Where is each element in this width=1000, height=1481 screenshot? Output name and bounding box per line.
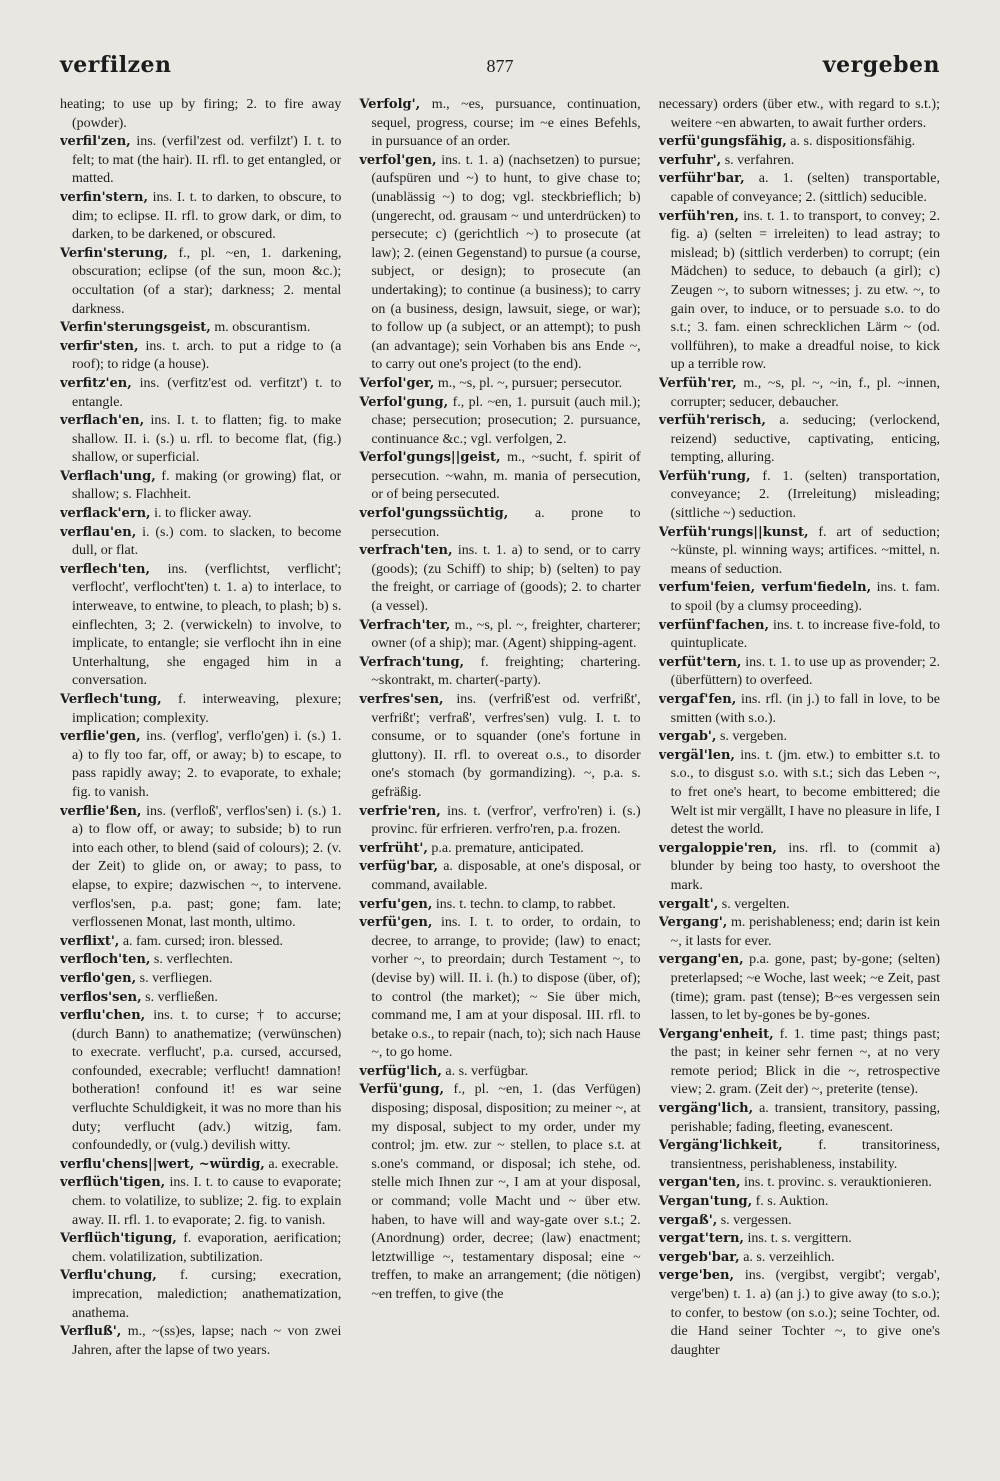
dictionary-entry <box>359 1081 640 1304</box>
entry-definition: ins. t. techn. to clamp, to rabbet. <box>435 896 616 912</box>
entry-definition: ins. t. 1. to transport, to convey; 2. fig. a) (selten = irreleiten) to lead astray; to mislead; b) (sittlich verderben) to corrupt; (ein Mädchen) to seduce, to debauch (a girl); c) Zeugen ~, to suborn witnesses; j. zu etw. ~, to gain over, to induce, or to persuade s.o. to do s.t.; 3. fam. einen schrecklichen Lärm ~ (od. vollführen), to make a dreadful noise, to kick up a terrible row. <box>670 208 940 373</box>
dictionary-entry <box>60 1230 341 1267</box>
entry-headword: verfres'sen, <box>359 692 444 707</box>
entry-definition: ins. (verflichtst, verflicht'; verflocht', verflocht'ten) t. 1. a) to interlace, to interweave, to entwine, to pleach, to plash; b) s. einflechten, 3; 2. (verwickeln) to involve, to implicate, to entangle; sie verflocht ihn in eine Unterhaltung, she engaged him in a conversation. <box>72 561 342 689</box>
dictionary-entry <box>659 747 940 840</box>
entry-definition: ins. I. t. to order, to ordain, to decree, to arrange, to provide; (law) to enact; vorher ~, to preordain; durch Testament ~, to (devise by) will. II. i. (h.) to dispose (über, of); to control (the market); ~ Sie über mich, command me, I am at your disposal. III. rfl. to betake o.s., to repair (nach, to); sich nach Hause ~, to go home. <box>371 915 641 1061</box>
dictionary-entry <box>60 1174 341 1230</box>
entry-definition: ins. t. 1. a) to send, or to carry (goods); (zu Schiff) to ship; b) (selten) to pay the freight, or carriage of (goods); 2. to charter (a vessel). <box>371 543 641 615</box>
dictionary-entry <box>659 133 940 152</box>
entry-headword: Verfol'ger, <box>359 375 435 391</box>
entry-headword: vergat'tern, <box>658 1231 744 1247</box>
entry-definition: a. execrable. <box>268 1156 339 1172</box>
text-columns <box>60 96 940 1406</box>
entry-headword: Verfüh'rer, <box>658 375 737 391</box>
entry-headword: Verflüch'tigung, <box>60 1231 177 1247</box>
entry-headword: Vergäng'lichkeit, <box>658 1138 783 1154</box>
dictionary-entry <box>659 375 940 412</box>
entry-headword: verflach'en, <box>60 413 145 429</box>
entry-definition: s. verfahren. <box>724 152 795 168</box>
entry-definition: ins. (verfil'zest od. verfilzt') I. t. to felt; to mat (the hair). II. rfl. to get entangled, or matted. <box>72 134 342 187</box>
dictionary-entry <box>659 152 940 171</box>
entry-headword: verflos'sen, <box>60 989 142 1005</box>
dictionary-entry <box>359 1063 640 1082</box>
entry-headword: verfünf'fachen, <box>658 617 770 633</box>
entry-headword: verflu'chens||wert, ~würdig, <box>60 1156 265 1172</box>
entry-definition: s. vergelten. <box>721 896 790 912</box>
dictionary-entry <box>659 1212 940 1231</box>
dictionary-entry <box>60 728 341 802</box>
dictionary-entry <box>359 840 640 859</box>
entry-headword: verfum'feien, verfum'fiedeln, <box>658 580 872 596</box>
dictionary-entry <box>60 1007 341 1156</box>
entry-definition: ins. t. 1. to use up as provender; 2. (überfüttern) to overfeed. <box>670 654 940 689</box>
entry-definition: ins. (verfloß', verflos'sen) i. (s.) 1. a) to flow off, or away; to subside; b) to run into each other, to blend (said of colours); 2. (v. der Zeit) to glide on, or away; to pass, to elapse, to expire; dazwischen ~, to intervene. verflos'sen, p.a. past; gone; fam. late; verflossenen Monat, last month, ultimo. <box>72 803 342 931</box>
dictionary-entry <box>659 1174 940 1193</box>
dictionary-entry <box>60 412 341 468</box>
entry-definition: s. vergeben. <box>719 729 787 745</box>
dictionary-entry <box>359 542 640 616</box>
dictionary-entry <box>60 133 341 189</box>
entry-headword: Verfüh'rung, <box>658 468 751 484</box>
dictionary-entry <box>659 654 940 691</box>
entry-definition: necessary) orders (über etw., with regard to s.t.); weitere ~en abwarten, to await further orders. <box>658 97 940 131</box>
dictionary-entry <box>359 858 640 895</box>
entry-headword: vergab', <box>658 729 717 745</box>
entry-headword: vergalt', <box>658 896 719 912</box>
entry-definition: f. cursing; execration, imprecation, malediction; anathematization, anathema. <box>72 1268 342 1321</box>
entry-definition: f. evaporation, aerification; chem. volatilization, subtilization. <box>72 1231 342 1265</box>
entry-headword: verfitz'en, <box>60 375 132 391</box>
dictionary-entry <box>359 449 640 505</box>
entry-definition: ins. t. (verfror', verfro'ren) i. (s.) provinc. für erfrieren. verfro'ren, p.a. frozen. <box>371 803 641 838</box>
dictionary-entry <box>659 1267 940 1360</box>
dictionary-entry <box>659 1026 940 1100</box>
dictionary-entry <box>60 189 341 245</box>
entry-definition: p.a. gone, past; by-gone; (selten) preterlapsed; ~e Woche, last week; ~e Zeit, past (time); gram. past (tense); B~es vergessen sein lassen, to let by-gones be by-gones. <box>670 952 940 1024</box>
entry-headword: vergaf'fen, <box>658 692 737 707</box>
entry-headword: vergaß', <box>658 1212 718 1228</box>
entry-headword: verfol'gungssüchtig, <box>359 506 509 522</box>
page-number: 877 <box>486 56 514 76</box>
entry-headword: verfil'zen, <box>60 134 131 150</box>
entry-definition: ins. t. 1. a) (nachsetzen) to pursue; (aufspüren und ~) to hunt, to give chase to; (unablässig ~) to dog; vgl. steckbrieflich; b) (ungerecht, od. grausam ~ und unterdrücken) to persecute; c) (gerichtlich ~) to prosecute (at law); 2. (einen Gegenstand) to pursue (a course, subject, or design); to prosecute (an undertaking); to continue (a business); to carry on (a business, design, lawsuit, siege, or war); to follow up (a subject, or an attempt); to push (an advantage); sein Vorhaben bis ans Ende ~, to carry out one's project (to the end). <box>371 152 641 373</box>
dictionary-entry <box>60 245 341 319</box>
entry-headword: verfol'gen, <box>359 152 437 168</box>
dictionary-entry <box>359 394 640 450</box>
entry-headword: verge'ben, <box>658 1268 735 1284</box>
entry-headword: verflüch'tigen, <box>60 1175 166 1191</box>
entry-headword: vergaloppie'ren, <box>658 840 777 856</box>
entry-definition: ins. I. t. to darken, to obscure, to dim; to eclipse. II. rfl. to grow dark, or dim, to darken, to be darkened, or obscured. <box>72 189 342 243</box>
dictionary-entry <box>659 914 940 951</box>
entry-headword: Verfol'gungs||geist, <box>359 450 501 466</box>
entry-headword: Verfin'sterung, <box>60 245 168 261</box>
dictionary-entry <box>60 375 341 412</box>
dictionary-entry <box>659 1193 940 1212</box>
dictionary-entry <box>359 914 640 1063</box>
dictionary-entry <box>60 933 341 952</box>
entry-headword: vergeb'bar, <box>658 1249 740 1265</box>
dictionary-entry <box>60 96 341 133</box>
entry-definition: a. s. verfügbar. <box>445 1063 529 1079</box>
dictionary-entry <box>60 319 341 338</box>
entry-headword: vergäl'len, <box>658 747 735 763</box>
entry-definition: m., ~es, pursuance, continuation, sequel, progress, course; im ~e eines Befehls, in pursuance of an order. <box>371 97 641 150</box>
entry-definition: ins. (verfitz'est od. verfitzt') t. to entangle. <box>72 375 342 410</box>
entry-definition: heating; to use up by firing; 2. to fire away (powder). <box>60 97 342 131</box>
entry-definition: f. freighting; chartering. ~skontrakt, m. charter(-party). <box>371 654 641 689</box>
dictionary-entry <box>659 617 940 654</box>
dictionary-entry <box>60 524 341 561</box>
right-guide-word: vergeben <box>822 52 940 78</box>
entry-definition: ins. (verflog', verflo'gen) i. (s.) 1. a) to fly too far, off, or away; b) to escape, to pass rapidly away; 2. to evaporate, to exhale; fig. to vanish. <box>72 729 342 800</box>
entry-definition: f. transitoriness, transientness, perishableness, instability. <box>670 1138 940 1172</box>
entry-definition: s. vergessen. <box>720 1212 792 1228</box>
entry-headword: verfir'sten, <box>60 338 139 354</box>
entry-headword: Verfüh'rungs||kunst, <box>658 524 809 540</box>
left-guide-word: verfilzen <box>60 52 172 78</box>
entry-definition: a. seducing; (verlockend, reizend) seductive, captivating, enticing, tempting, alluring. <box>670 413 940 466</box>
dictionary-entry <box>60 468 341 505</box>
entry-headword: verfrach'ten, <box>359 543 453 559</box>
dictionary-entry <box>359 896 640 915</box>
entry-headword: verführ'bar, <box>658 171 745 187</box>
dictionary-entry <box>659 468 940 524</box>
dictionary-entry <box>659 412 940 468</box>
entry-headword: verflu'chen, <box>60 1008 146 1024</box>
entry-headword: Verfrach'ter, <box>359 617 451 633</box>
dictionary-entry <box>60 1267 341 1323</box>
entry-definition: f., pl. ~en, 1. pursuit (auch mil.); chase; persecution; prosecution; 2. pursuance, continuance &c.; vgl. verfolgen, 2. <box>371 394 641 447</box>
entry-definition: ins. t. (jm. etw.) to embitter s.t. to s.o., to disgust s.o. with s.t.; sich das Leben ~, to fret one's heart, to become embittered; die Welt ist mir vergällt, I have no pleasure in life, I detest the world. <box>670 747 940 838</box>
entry-headword: Verflech'tung, <box>60 692 162 707</box>
dictionary-entry <box>659 208 940 375</box>
entry-definition: i. to flicker away. <box>154 506 252 522</box>
dictionary-entry <box>60 338 341 375</box>
entry-definition: m., ~s, pl. ~, pursuer; persecutor. <box>437 375 623 391</box>
entry-definition: s. verfließen. <box>145 989 218 1005</box>
entry-definition: m., ~(ss)es, lapse; nach ~ von zwei Jahren, after the lapse of two years. <box>72 1324 342 1358</box>
entry-definition: a. s. verzeihlich. <box>743 1249 835 1265</box>
entry-definition: ins. rfl. to (commit a) blunder by being too hasty, to overshoot the mark. <box>670 840 940 893</box>
entry-headword: vergäng'lich, <box>658 1101 754 1117</box>
dictionary-entry <box>659 951 940 1025</box>
entry-headword: Vergang', <box>658 915 728 931</box>
entry-definition: ins. t. arch. to put a ridge to (a roof); to ridge (a house). <box>72 338 342 373</box>
entry-definition: ins. I. t. to cause to evaporate; chem. to volatilize, to sublize; 2. fig. to explain away. II. rfl. 1. to evaporate; 2. fig. to vanish. <box>72 1175 342 1228</box>
entry-definition: ins. (verfriß'est od. verfrißt', verfrißt'; verfraß', verfres'sen) vulg. I. t. to consume, or to squander (one's fortune in gluttony). II. rfl. to overeat o.s., to disorder one's stomach (by gormandizing). ~, p.a. s. gefräßig. <box>371 692 641 800</box>
dictionary-entry <box>659 1100 940 1137</box>
entry-headword: verfu'gen, <box>359 896 433 912</box>
entry-headword: vergan'ten, <box>658 1175 741 1191</box>
entry-headword: Verfin'sterungsgeist, <box>60 320 211 336</box>
entry-definition: a. 1. (selten) transportable, capable of conveyance; 2. (sittlich) seducible. <box>670 171 940 205</box>
entry-headword: verflo'gen, <box>60 970 137 986</box>
entry-headword: verflie'gen, <box>60 729 141 745</box>
entry-definition: a. disposable, at one's disposal, or command, available. <box>371 859 641 893</box>
dictionary-entry <box>359 617 640 654</box>
entry-definition: ins. t. s. vergittern. <box>747 1231 852 1247</box>
dictionary-entry <box>60 989 341 1008</box>
entry-definition: m., ~s, pl. ~, freighter, charterer; owner (of a ship); mar. (Agent) shipping-agent. <box>371 617 641 652</box>
entry-headword: verfüg'lich, <box>359 1063 442 1079</box>
entry-definition: m. obscurantism. <box>214 320 311 336</box>
column-left <box>60 96 341 1406</box>
dictionary-entry <box>659 170 940 207</box>
dictionary-entry <box>659 1137 940 1174</box>
dictionary-entry <box>60 1156 341 1175</box>
dictionary-entry <box>659 1249 940 1268</box>
entry-headword: Verflu'chung, <box>60 1268 157 1284</box>
entry-headword: Verflach'ung, <box>60 468 156 484</box>
dictionary-entry <box>659 840 940 896</box>
dictionary-entry <box>659 96 940 133</box>
entry-headword: Verfol'gung, <box>359 394 449 410</box>
entry-definition: m. perishableness; end; darin ist kein ~, it lasts for ever. <box>670 915 940 949</box>
dictionary-entry <box>659 579 940 616</box>
entry-definition: m., ~s, pl. ~, ~in, f., pl. ~innen, corrupter; seducer, debaucher. <box>670 375 940 410</box>
entry-headword: Verfluß', <box>60 1324 122 1340</box>
dictionary-entry <box>659 728 940 747</box>
entry-definition: f. s. Auktion. <box>755 1194 829 1210</box>
column-middle <box>359 96 640 1406</box>
entry-definition: f. 1. time past; things past; the past; in keiner sehr fernen ~, at no very remote period; Blick in die ~, retrospective view; 2. gram. (Zeit der) ~, preterite (tense). <box>670 1026 940 1098</box>
entry-definition: ins. t. to increase five-fold, to quintuplicate. <box>670 617 940 652</box>
entry-definition: ins. I. t. to flatten; fig. to make shallow. II. i. (s.) u. rfl. to become flat, (fig.) shallow, or superficial. <box>72 413 342 466</box>
entry-headword: verflack'ern, <box>60 506 151 522</box>
running-head <box>60 52 940 88</box>
entry-definition: f. making (or growing) flat, or shallow; s. Flachheit. <box>72 468 342 503</box>
entry-definition: f., pl. ~en, 1. (das Verfügen) disposing; disposal, disposition; zu meiner ~, at my disposal, subject to my order, under my control; jm. etw. zur ~ stellen, to place s.t. at s.one's command, or disposal; ich stehe, od. stelle mich Ihnen zur ~, I am at your disposal, or command; volle Macht und ~ über etw. haben, to have will and way-gate over s.t.; 2. (Anordnung) order, decree; (law) enactment; letztwillige ~, testamentary disposal; eine ~ treffen, to make an arrangement; (die nötigen) ~en treffen, to give (the <box>371 1082 641 1302</box>
entry-headword: verflie'ßen, <box>60 803 142 819</box>
dictionary-entry <box>659 524 940 580</box>
entry-headword: verfuhr', <box>658 152 722 168</box>
entry-definition: f., pl. ~en, 1. darkening, obscuration; eclipse (of the sun, moon &c.); occultation (of a star); darkness; 2. mental darkness. <box>72 245 342 317</box>
entry-headword: verfrüht', <box>359 840 428 856</box>
dictionary-entry <box>359 505 640 542</box>
dictionary-entry <box>60 561 341 691</box>
entry-headword: verfüg'bar, <box>359 859 439 875</box>
entry-headword: verfüh'rerisch, <box>658 413 766 429</box>
entry-definition: ins. t. provinc. s. verauktionieren. <box>744 1175 932 1191</box>
dictionary-entry <box>659 691 940 728</box>
entry-headword: verfloch'ten, <box>60 952 151 968</box>
entry-definition: a. s. dispositionsfähig. <box>790 134 916 150</box>
entry-definition: ins. t. fam. to spoil (by a clumsy proceeding). <box>670 580 940 615</box>
entry-headword: verflixt', <box>60 933 120 949</box>
entry-headword: Verfolg', <box>359 97 421 112</box>
entry-definition: a. transient, transitory, passing, perishable; fading, fleeting, evanescent. <box>670 1101 940 1135</box>
dictionary-entry <box>359 691 640 803</box>
entry-headword: Verfü'gung, <box>359 1082 444 1098</box>
entry-definition: a. fam. cursed; iron. blessed. <box>122 933 284 949</box>
entry-headword: verflau'en, <box>60 524 137 540</box>
column-right <box>659 96 940 1406</box>
entry-headword: verfüt'tern, <box>658 654 742 670</box>
dictionary-entry <box>60 691 341 728</box>
dictionary-entry <box>359 375 640 394</box>
entry-definition: ins. t. to curse; † to accurse; (durch Bann) to anathematize; (verwünschen) to execrate. verflucht', p.a. cursed, accursed, confounded, execrable; verflucht! damnation! botheration! confound it! es war seine verfluchte Schuldigkeit, it was no more than his duty; verflucht (adv.) witzig, fam. confoundedly, or (vulg.) devilish witty. <box>72 1008 342 1154</box>
dictionary-entry <box>359 803 640 840</box>
dictionary-entry <box>60 505 341 524</box>
entry-headword: verfü'gen, <box>359 915 433 931</box>
entry-definition: f. art of seduction; ~künste, pl. winning ways; artifices. ~mittel, n. means of seduction. <box>670 524 940 577</box>
dictionary-entry <box>359 96 640 152</box>
entry-definition: a. prone to persecution. <box>371 506 641 540</box>
entry-headword: verfrie'ren, <box>359 803 441 819</box>
entry-headword: verflech'ten, <box>60 561 150 577</box>
entry-definition: ins. (vergibst, vergibt'; vergab', verge'ben) t. 1. a) (an j.) to give away (to s.o.); to confer, to bestow (on s.o.); seine Tochter, od. die Hand seiner Tochter ~, to give one's daughter <box>670 1268 940 1358</box>
dictionary-entry <box>60 803 341 933</box>
entry-definition: f. 1. (selten) transportation, conveyance; 2. (Irreleitung) misleading; (sittliche ~) seduction. <box>670 468 940 522</box>
entry-definition: s. verfliegen. <box>139 970 213 986</box>
dictionary-entry <box>359 152 640 375</box>
entry-definition: p.a. premature, anticipated. <box>431 840 584 856</box>
entry-headword: verfin'stern, <box>60 189 148 205</box>
entry-definition: s. verflechten. <box>153 952 233 968</box>
entry-definition: f. interweaving, plexure; implication; complexity. <box>72 692 342 726</box>
entry-definition: ins. rfl. (in j.) to fall in love, to be smitten (with s.o.). <box>670 692 940 726</box>
entry-headword: vergang'en, <box>658 952 744 968</box>
dictionary-entry <box>60 951 341 970</box>
entry-headword: Vergang'enheit, <box>658 1026 774 1042</box>
entry-definition: i. (s.) com. to slacken, to become dull, or flat. <box>72 524 342 559</box>
entry-headword: Verfrach'tung, <box>359 654 465 670</box>
dictionary-entry <box>60 970 341 989</box>
entry-headword: verfü'gungsfähig, <box>658 134 787 150</box>
dictionary-entry <box>659 1230 940 1249</box>
entry-headword: verfüh'ren, <box>658 208 739 224</box>
entry-headword: Vergan'tung, <box>658 1194 753 1210</box>
dictionary-entry <box>659 896 940 915</box>
dictionary-entry <box>60 1323 341 1360</box>
entry-definition: m., ~sucht, f. spirit of persecution. ~wahn, m. mania of persecution, or of being persecuted. <box>371 450 641 503</box>
dictionary-entry <box>359 654 640 691</box>
